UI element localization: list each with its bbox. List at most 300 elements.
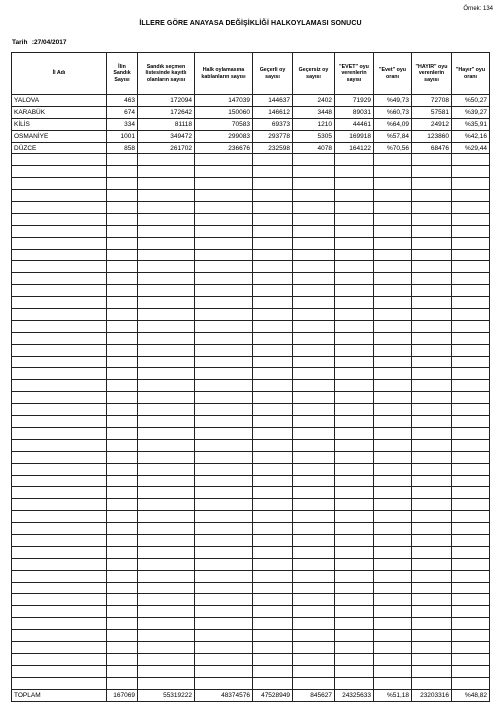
empty-cell xyxy=(452,392,490,404)
empty-row xyxy=(12,285,490,297)
empty-cell xyxy=(412,178,452,190)
empty-cell xyxy=(452,297,490,309)
empty-cell xyxy=(293,534,335,546)
empty-cell xyxy=(293,190,335,202)
empty-cell xyxy=(138,178,195,190)
empty-cell xyxy=(107,332,138,344)
empty-cell xyxy=(107,499,138,511)
empty-cell xyxy=(12,356,107,368)
empty-cell xyxy=(293,356,335,368)
empty-cell xyxy=(335,309,374,321)
empty-row xyxy=(12,439,490,451)
empty-cell xyxy=(107,641,138,653)
empty-row xyxy=(12,332,490,344)
empty-cell xyxy=(138,534,195,546)
empty-cell xyxy=(195,273,253,285)
empty-cell xyxy=(195,546,253,558)
table-cell: %49,73 xyxy=(374,95,412,107)
empty-cell xyxy=(12,582,107,594)
empty-row xyxy=(12,451,490,463)
empty-cell xyxy=(107,558,138,570)
empty-cell xyxy=(195,677,253,689)
empty-cell xyxy=(253,154,293,166)
empty-row xyxy=(12,225,490,237)
total-cell: 845627 xyxy=(293,689,335,701)
empty-cell xyxy=(293,582,335,594)
empty-cell xyxy=(412,225,452,237)
table-cell: 44461 xyxy=(335,118,374,130)
empty-cell xyxy=(107,665,138,677)
empty-row xyxy=(12,594,490,606)
empty-cell xyxy=(452,249,490,261)
empty-cell xyxy=(452,154,490,166)
empty-cell xyxy=(195,463,253,475)
table-cell: 123860 xyxy=(412,130,452,142)
empty-cell xyxy=(335,392,374,404)
empty-cell xyxy=(195,190,253,202)
empty-cell xyxy=(412,475,452,487)
document-title: İLLERE GÖRE ANAYASA DEĞİŞİKLİĞİ HALKOYLAMASI SONUCU xyxy=(139,20,362,27)
empty-cell xyxy=(374,166,412,178)
empty-cell xyxy=(138,570,195,582)
empty-cell xyxy=(12,570,107,582)
empty-cell xyxy=(452,416,490,428)
empty-cell xyxy=(374,297,412,309)
empty-cell xyxy=(293,439,335,451)
empty-cell xyxy=(452,594,490,606)
empty-cell xyxy=(452,344,490,356)
empty-cell xyxy=(138,594,195,606)
empty-cell xyxy=(374,332,412,344)
empty-cell xyxy=(107,463,138,475)
empty-row xyxy=(12,237,490,249)
table-cell: %64,09 xyxy=(374,118,412,130)
empty-cell xyxy=(374,178,412,190)
empty-cell xyxy=(107,190,138,202)
empty-cell xyxy=(293,154,335,166)
empty-row xyxy=(12,665,490,677)
table-cell: %35,91 xyxy=(452,118,490,130)
empty-cell xyxy=(253,534,293,546)
empty-cell xyxy=(138,249,195,261)
empty-cell xyxy=(12,653,107,665)
empty-cell xyxy=(195,641,253,653)
empty-cell xyxy=(107,594,138,606)
empty-cell xyxy=(374,154,412,166)
empty-cell xyxy=(138,237,195,249)
empty-cell xyxy=(138,451,195,463)
empty-cell xyxy=(138,190,195,202)
empty-cell xyxy=(293,261,335,273)
empty-cell xyxy=(374,677,412,689)
empty-cell xyxy=(12,594,107,606)
empty-cell xyxy=(335,630,374,642)
empty-cell xyxy=(107,677,138,689)
empty-cell xyxy=(374,190,412,202)
empty-cell xyxy=(12,368,107,380)
empty-cell xyxy=(293,404,335,416)
empty-cell xyxy=(335,213,374,225)
empty-cell xyxy=(107,178,138,190)
empty-cell xyxy=(107,523,138,535)
empty-cell xyxy=(107,380,138,392)
empty-cell xyxy=(374,380,412,392)
empty-cell xyxy=(253,356,293,368)
empty-cell xyxy=(293,237,335,249)
empty-cell xyxy=(138,630,195,642)
empty-cell xyxy=(138,309,195,321)
empty-cell xyxy=(412,368,452,380)
empty-cell xyxy=(412,677,452,689)
empty-cell xyxy=(12,261,107,273)
empty-cell xyxy=(107,439,138,451)
empty-cell xyxy=(12,439,107,451)
total-cell: 23203316 xyxy=(412,689,452,701)
empty-cell xyxy=(107,546,138,558)
table-cell: %70,56 xyxy=(374,142,412,154)
total-cell: 167069 xyxy=(107,689,138,701)
empty-cell xyxy=(412,558,452,570)
empty-cell xyxy=(335,416,374,428)
table-cell: 236676 xyxy=(195,142,253,154)
table-cell: %29,44 xyxy=(452,142,490,154)
empty-cell xyxy=(412,511,452,523)
empty-cell xyxy=(195,237,253,249)
empty-cell xyxy=(293,368,335,380)
total-cell: 24325633 xyxy=(335,689,374,701)
empty-cell xyxy=(335,320,374,332)
empty-cell xyxy=(412,606,452,618)
empty-cell xyxy=(253,546,293,558)
empty-cell xyxy=(253,225,293,237)
empty-cell xyxy=(452,225,490,237)
empty-cell xyxy=(335,225,374,237)
empty-row xyxy=(12,475,490,487)
empty-cell xyxy=(374,439,412,451)
empty-cell xyxy=(452,273,490,285)
table-cell: KİLİS xyxy=(12,118,107,130)
empty-cell xyxy=(412,202,452,214)
empty-cell xyxy=(335,380,374,392)
empty-cell xyxy=(253,332,293,344)
empty-cell xyxy=(335,237,374,249)
empty-cell xyxy=(412,285,452,297)
empty-cell xyxy=(253,380,293,392)
table-cell: 57581 xyxy=(412,106,452,118)
empty-cell xyxy=(253,404,293,416)
table-cell: OSMANİYE xyxy=(12,130,107,142)
empty-cell xyxy=(107,392,138,404)
empty-cell xyxy=(452,523,490,535)
empty-cell xyxy=(12,534,107,546)
empty-cell xyxy=(374,475,412,487)
empty-cell xyxy=(335,511,374,523)
table-cell: 2402 xyxy=(293,95,335,107)
empty-cell xyxy=(335,332,374,344)
empty-cell xyxy=(293,475,335,487)
empty-cell xyxy=(12,451,107,463)
date-line xyxy=(12,39,67,46)
table-cell: DÜZCE xyxy=(12,142,107,154)
empty-cell xyxy=(12,249,107,261)
empty-cell xyxy=(138,677,195,689)
sample-number: Örnek: 134 xyxy=(463,6,493,12)
empty-row xyxy=(12,344,490,356)
empty-cell xyxy=(12,558,107,570)
empty-cell xyxy=(107,202,138,214)
table-cell: 4078 xyxy=(293,142,335,154)
empty-cell xyxy=(138,225,195,237)
total-cell: 48374576 xyxy=(195,689,253,701)
empty-cell xyxy=(452,606,490,618)
empty-cell xyxy=(374,487,412,499)
table-cell: 858 xyxy=(107,142,138,154)
empty-row xyxy=(12,534,490,546)
empty-cell xyxy=(374,570,412,582)
empty-cell xyxy=(107,320,138,332)
table-cell: 463 xyxy=(107,95,138,107)
empty-cell xyxy=(138,487,195,499)
empty-cell xyxy=(107,273,138,285)
empty-cell xyxy=(138,404,195,416)
empty-cell xyxy=(374,344,412,356)
empty-cell xyxy=(412,594,452,606)
col-header-katilan: Halk oylamasına katılanların sayısı xyxy=(195,53,253,95)
empty-cell xyxy=(374,665,412,677)
empty-row xyxy=(12,273,490,285)
empty-cell xyxy=(138,475,195,487)
empty-cell xyxy=(253,439,293,451)
empty-cell xyxy=(293,653,335,665)
empty-cell xyxy=(195,309,253,321)
empty-cell xyxy=(12,166,107,178)
empty-row xyxy=(12,261,490,273)
empty-cell xyxy=(452,499,490,511)
empty-cell xyxy=(12,487,107,499)
total-cell: TOPLAM xyxy=(12,689,107,701)
empty-cell xyxy=(374,618,412,630)
table-cell: 1001 xyxy=(107,130,138,142)
empty-cell xyxy=(253,594,293,606)
empty-cell xyxy=(138,523,195,535)
empty-cell xyxy=(412,451,452,463)
table-cell: 5305 xyxy=(293,130,335,142)
empty-cell xyxy=(293,416,335,428)
empty-cell xyxy=(293,320,335,332)
empty-cell xyxy=(12,237,107,249)
empty-cell xyxy=(452,582,490,594)
empty-cell xyxy=(335,190,374,202)
empty-cell xyxy=(374,273,412,285)
empty-cell xyxy=(335,427,374,439)
table-cell: %50,27 xyxy=(452,95,490,107)
empty-row xyxy=(12,570,490,582)
empty-cell xyxy=(452,368,490,380)
empty-cell xyxy=(374,249,412,261)
empty-cell xyxy=(452,641,490,653)
empty-cell xyxy=(412,344,452,356)
empty-cell xyxy=(253,677,293,689)
empty-cell xyxy=(412,261,452,273)
empty-cell xyxy=(195,154,253,166)
empty-cell xyxy=(452,475,490,487)
col-header-evet-sayisi: "EVET" oyu verenlerin sayısı xyxy=(335,53,374,95)
empty-cell xyxy=(107,249,138,261)
empty-cell xyxy=(253,451,293,463)
empty-cell xyxy=(253,166,293,178)
empty-cell xyxy=(195,499,253,511)
empty-row xyxy=(12,546,490,558)
empty-cell xyxy=(195,582,253,594)
empty-cell xyxy=(107,356,138,368)
empty-cell xyxy=(412,582,452,594)
table-cell: 334 xyxy=(107,118,138,130)
empty-cell xyxy=(452,427,490,439)
empty-cell xyxy=(195,416,253,428)
empty-cell xyxy=(253,261,293,273)
table-row xyxy=(12,130,490,142)
empty-cell xyxy=(335,344,374,356)
empty-cell xyxy=(253,582,293,594)
empty-cell xyxy=(374,285,412,297)
results-table xyxy=(11,52,490,702)
empty-cell xyxy=(374,237,412,249)
empty-cell xyxy=(293,285,335,297)
table-cell: 147039 xyxy=(195,95,253,107)
empty-cell xyxy=(412,427,452,439)
empty-cell xyxy=(195,344,253,356)
empty-row xyxy=(12,178,490,190)
empty-cell xyxy=(374,225,412,237)
col-header-kayitli-secmen: Sandık seçmen listesinde kayıtlı olanların sayısı xyxy=(138,53,195,95)
empty-cell xyxy=(412,392,452,404)
empty-cell xyxy=(412,618,452,630)
empty-cell xyxy=(195,261,253,273)
empty-cell xyxy=(412,249,452,261)
empty-cell xyxy=(12,665,107,677)
empty-cell xyxy=(374,202,412,214)
empty-cell xyxy=(335,166,374,178)
empty-cell xyxy=(195,511,253,523)
empty-cell xyxy=(12,332,107,344)
date-label: Tarih xyxy=(12,39,28,46)
empty-cell xyxy=(195,487,253,499)
empty-cell xyxy=(452,178,490,190)
empty-cell xyxy=(12,213,107,225)
empty-cell xyxy=(107,213,138,225)
table-cell: 70583 xyxy=(195,118,253,130)
empty-cell xyxy=(452,677,490,689)
empty-cell xyxy=(293,380,335,392)
empty-cell xyxy=(452,309,490,321)
col-header-hayir-orani: "Hayır" oyu oranı xyxy=(452,53,490,95)
empty-cell xyxy=(335,451,374,463)
empty-cell xyxy=(374,641,412,653)
empty-cell xyxy=(195,213,253,225)
empty-row xyxy=(12,606,490,618)
empty-cell xyxy=(107,630,138,642)
table-cell: 299083 xyxy=(195,130,253,142)
empty-cell xyxy=(138,427,195,439)
empty-cell xyxy=(412,630,452,642)
empty-cell xyxy=(335,558,374,570)
empty-cell xyxy=(452,190,490,202)
table-cell: 81118 xyxy=(138,118,195,130)
empty-cell xyxy=(253,570,293,582)
table-row xyxy=(12,106,490,118)
empty-cell xyxy=(138,392,195,404)
table-cell: 261702 xyxy=(138,142,195,154)
empty-cell xyxy=(195,285,253,297)
table-cell: 68476 xyxy=(412,142,452,154)
total-cell: 55319222 xyxy=(138,689,195,701)
empty-cell xyxy=(452,439,490,451)
empty-cell xyxy=(107,154,138,166)
empty-cell xyxy=(374,309,412,321)
empty-cell xyxy=(138,154,195,166)
table-cell: 146612 xyxy=(253,106,293,118)
table-cell: 89031 xyxy=(335,106,374,118)
empty-cell xyxy=(374,368,412,380)
table-cell: 3448 xyxy=(293,106,335,118)
empty-cell xyxy=(253,213,293,225)
empty-cell xyxy=(138,582,195,594)
table-cell: 164122 xyxy=(335,142,374,154)
empty-cell xyxy=(107,344,138,356)
empty-cell xyxy=(138,606,195,618)
empty-cell xyxy=(293,606,335,618)
empty-cell xyxy=(374,582,412,594)
empty-cell xyxy=(335,475,374,487)
empty-cell xyxy=(374,653,412,665)
empty-cell xyxy=(293,178,335,190)
empty-cell xyxy=(253,523,293,535)
empty-cell xyxy=(253,475,293,487)
table-cell: 172094 xyxy=(138,95,195,107)
header-row xyxy=(12,53,490,95)
empty-cell xyxy=(107,404,138,416)
total-row xyxy=(12,689,490,701)
empty-cell xyxy=(12,511,107,523)
empty-cell xyxy=(335,677,374,689)
empty-cell xyxy=(253,558,293,570)
empty-cell xyxy=(138,368,195,380)
empty-cell xyxy=(412,154,452,166)
empty-cell xyxy=(195,451,253,463)
empty-cell xyxy=(12,416,107,428)
empty-cell xyxy=(107,309,138,321)
empty-cell xyxy=(107,297,138,309)
empty-cell xyxy=(452,618,490,630)
empty-cell xyxy=(412,546,452,558)
empty-cell xyxy=(253,249,293,261)
empty-cell xyxy=(452,332,490,344)
empty-cell xyxy=(412,523,452,535)
empty-cell xyxy=(253,665,293,677)
empty-cell xyxy=(253,487,293,499)
table-cell: 674 xyxy=(107,106,138,118)
empty-cell xyxy=(374,213,412,225)
empty-cell xyxy=(138,511,195,523)
empty-cell xyxy=(452,653,490,665)
empty-cell xyxy=(452,463,490,475)
empty-cell xyxy=(253,237,293,249)
empty-cell xyxy=(412,487,452,499)
empty-cell xyxy=(374,427,412,439)
empty-cell xyxy=(293,499,335,511)
empty-cell xyxy=(253,297,293,309)
empty-cell xyxy=(374,534,412,546)
